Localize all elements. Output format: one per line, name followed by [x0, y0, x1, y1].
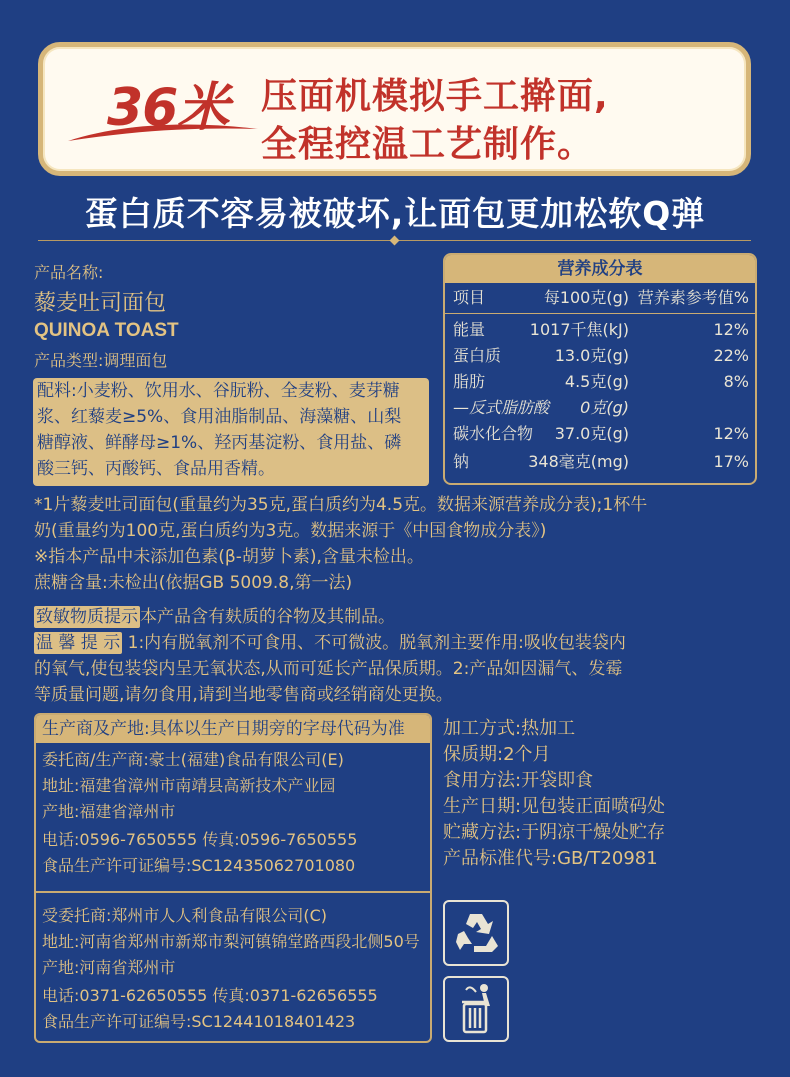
ingredients-line: 酸三钙、丙酸钙、食品用香精。	[37, 459, 275, 479]
process-method: 加工方式:热加工	[443, 718, 576, 739]
mfr-e-address: 地址:福建省漳州市南靖县高新技术产业园	[42, 776, 336, 795]
mfr-e-client: 委托商/生产商:豪士(福建)食品有限公司(E)	[42, 750, 344, 769]
mfr-c-origin: 产地:河南省郑州市	[42, 958, 176, 977]
sucrose-note: 蔗糖含量:未检出(依据GB 5009.8,第一法)	[34, 573, 353, 593]
manufacturer-header: 生产商及产地:具体以生产日期旁的字母代码为准	[36, 715, 430, 743]
row-nrv: 22%	[713, 346, 749, 365]
trash-bin-icon	[443, 976, 509, 1042]
note-line: ※指本产品中未添加色素(β-胡萝卜素),含量未检出。	[34, 547, 424, 567]
allergen-notice	[34, 606, 395, 628]
mfr-c-address: 地址:河南省郑州市新郑市梨河镇锦堂路西段北侧50号	[42, 932, 420, 951]
row-item: 脂肪	[453, 372, 486, 391]
warm-tip-line: 等质量问题,请勿食用,请到当地零售商或经销商处更换。	[34, 685, 453, 705]
ingredients-line: 配料:小麦粉、饮用水、谷朊粉、全麦粉、麦芽糖	[37, 381, 400, 401]
nutrition-row	[453, 345, 749, 367]
nutrition-row	[453, 319, 749, 341]
ingredients-line: 浆、红藜麦≥5%、食用油脂制品、海藻糖、山梨	[37, 407, 402, 427]
header-nrv: 营养素参考值%	[637, 288, 749, 307]
swoosh-decoration	[63, 119, 263, 149]
note-line: 奶(重量约为100克,蛋白质约为3克。数据来源于《中国食物成分表》)	[34, 521, 547, 541]
manufacturer-divider	[36, 891, 430, 893]
row-item: —反式脂肪酸	[453, 398, 550, 417]
row-item: 碳水化合物	[453, 424, 534, 443]
mfr-c-license: 食品生产许可证编号:SC12441018401423	[42, 1012, 356, 1031]
row-nrv: 17%	[713, 452, 749, 471]
nutrition-row	[453, 423, 749, 445]
warm-tip-line	[34, 632, 626, 654]
mfr-c-contact: 电话:0371-62650555 传真:0371-62656555	[42, 986, 378, 1005]
product-type: 产品类型:调理面包	[34, 351, 168, 370]
banner-slogan	[261, 73, 609, 169]
standard-code: 产品标准代号:GB/T20981	[443, 848, 658, 869]
row-item: 能量	[453, 320, 486, 339]
row-value: 348毫克(mg)	[528, 452, 629, 471]
allergen-label: 致敏物质提示	[36, 607, 138, 627]
mfr-e-origin: 产地:福建省漳州市	[42, 802, 176, 821]
nutrition-title: 营养成分表	[445, 255, 755, 283]
slogan-line-2: 全程控温工艺制作。	[261, 124, 595, 165]
nutrition-row	[453, 451, 749, 473]
nutrition-row	[453, 397, 749, 419]
row-item: 蛋白质	[453, 346, 502, 365]
product-name-label: 产品名称:	[34, 263, 104, 282]
mfr-e-contact: 电话:0596-7650555 传真:0596-7650555	[42, 830, 358, 849]
warm-tip-text: 1:内有脱氧剂不可食用、不可微波。脱氧剂主要作用:吸收包装袋内	[127, 633, 626, 653]
row-value: 0克(g)	[580, 398, 629, 417]
row-value: 4.5克(g)	[564, 372, 629, 391]
divider-ornament	[390, 236, 400, 246]
warm-tip-line: 的氧气,使包装袋内呈无氧状态,从而可延长产品保质期。2:产品如因漏气、发霉	[34, 659, 623, 679]
banner-number: 36米	[107, 78, 229, 138]
header-item: 项目	[453, 288, 486, 307]
slogan-banner	[38, 42, 751, 176]
shelf-life: 保质期:2个月	[443, 744, 551, 765]
storage-method: 贮藏方法:于阴凉干燥处贮存	[443, 822, 666, 843]
allergen-text: 本产品含有麸质的谷物及其制品。	[140, 607, 395, 627]
nutrition-header-row	[453, 287, 749, 309]
ingredients-line: 糖醇液、鲜酵母≥1%、羟丙基淀粉、食用盐、磷	[37, 433, 402, 453]
row-nrv: 12%	[713, 424, 749, 443]
recycle-icon	[443, 900, 509, 966]
slogan-line-1: 压面机模拟手工擀面,	[261, 76, 609, 117]
row-nrv: 8%	[723, 372, 749, 391]
mfr-e-license: 食品生产许可证编号:SC12435062701080	[42, 856, 356, 875]
row-item: 钠	[453, 452, 470, 471]
row-nrv: 12%	[713, 320, 749, 339]
headline: 蛋白质不容易被破坏,让面包更加松软Q弹	[84, 194, 706, 233]
product-name-en: QUINOA TOAST	[34, 320, 179, 341]
product-name-cn: 藜麦吐司面包	[34, 291, 167, 316]
note-line: *1片藜麦吐司面包(重量约为35克,蛋白质约为4.5克。数据来源营养成分表);1杯牛	[34, 495, 648, 515]
production-date: 生产日期:见包装正面喷码处	[443, 796, 666, 817]
nutrition-row	[453, 371, 749, 393]
row-value: 1017千焦(kJ)	[529, 320, 629, 339]
header-per100g: 每100克(g)	[543, 288, 629, 307]
nutrition-table	[443, 253, 757, 485]
row-value: 13.0克(g)	[554, 346, 629, 365]
mfr-c-client: 受委托商:郑州市人人利食品有限公司(C)	[42, 906, 328, 925]
table-divider	[445, 313, 755, 314]
manufacturer-box	[34, 713, 432, 1043]
ingredients-box	[33, 378, 429, 486]
row-value: 37.0克(g)	[554, 424, 629, 443]
warm-tip-label: 温 馨 提 示	[36, 633, 121, 653]
usage-method: 食用方法:开袋即食	[443, 770, 594, 791]
